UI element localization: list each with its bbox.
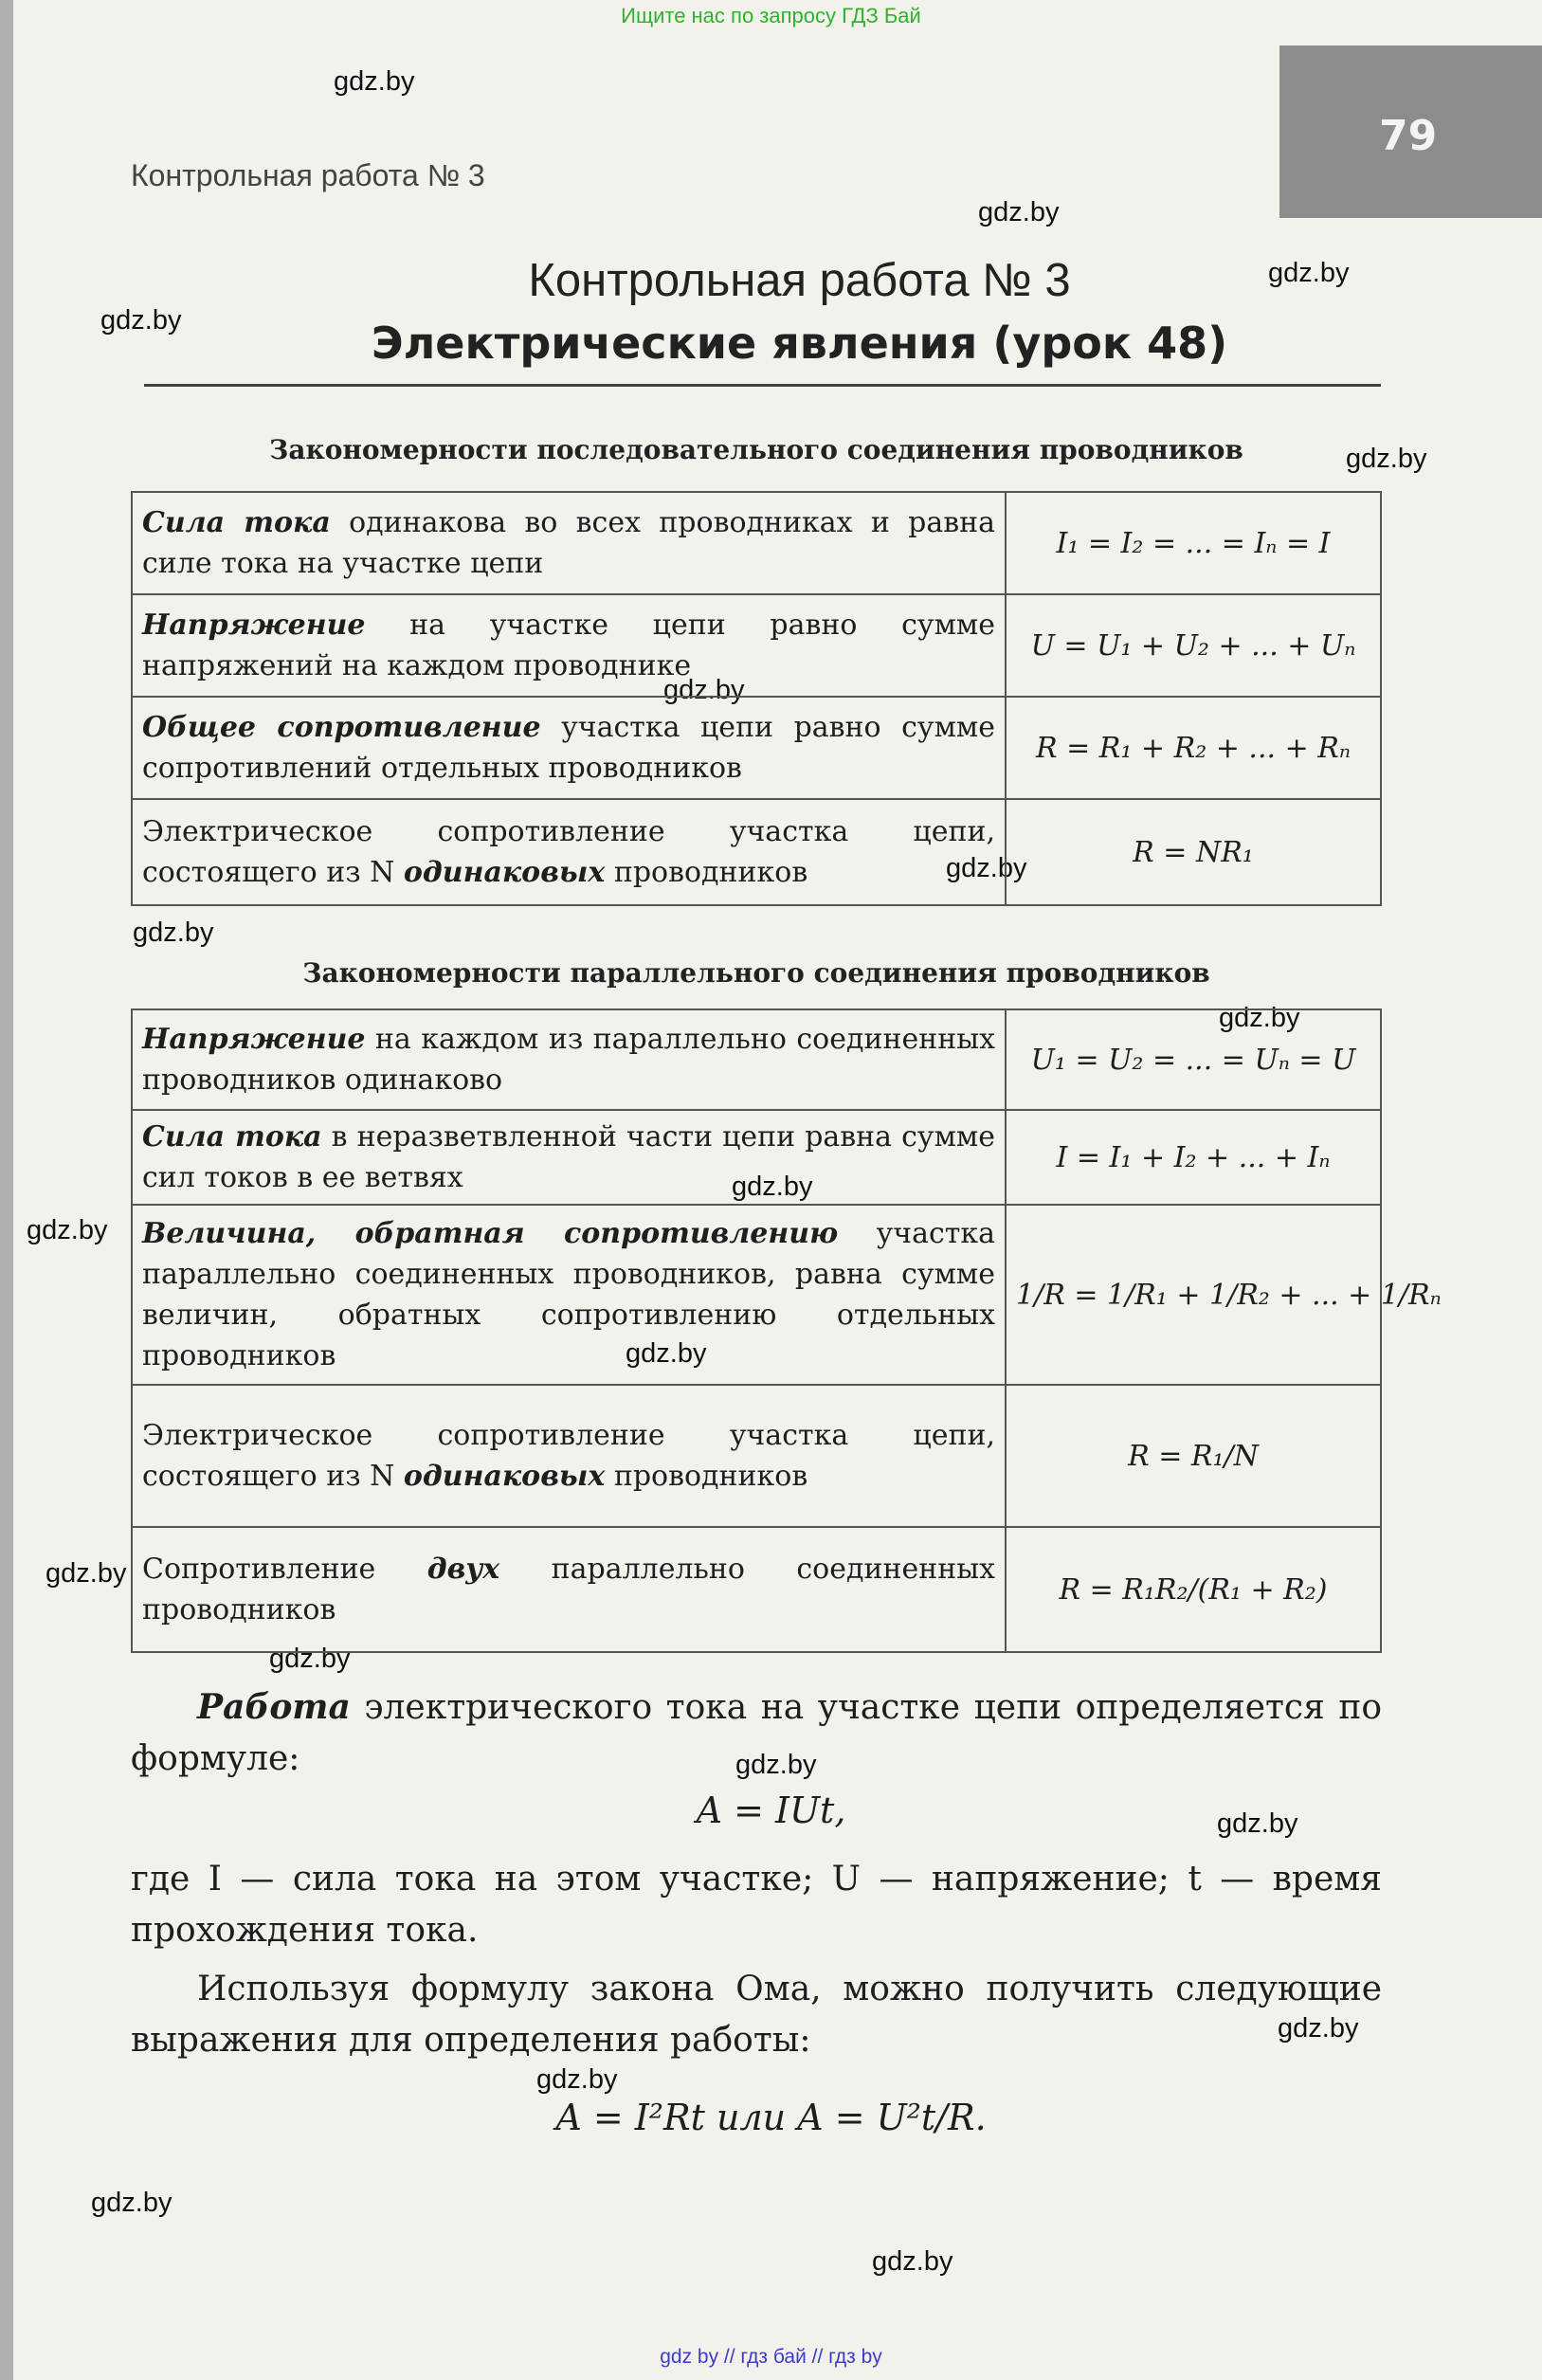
running-head: Контрольная работа № 3 — [131, 158, 485, 192]
table-row — [132, 1009, 1381, 1110]
bottom-banner[interactable]: gdz by // гдз бай // гдз by — [660, 2346, 882, 2368]
rule-text: Общее сопротивление участка цепи равно сумме сопротивлений отдельных проводников — [132, 697, 1006, 799]
rule-formula: R = NR₁ — [1006, 799, 1381, 905]
table-row — [132, 799, 1381, 905]
series-section-title: Закономерности последовательного соединения проводников — [269, 434, 1243, 465]
parallel-rules-table — [131, 1008, 1442, 1653]
rule-formula: I₁ = I₂ = ... = Iₙ = I — [1006, 492, 1381, 594]
watermark: gdz.by — [100, 305, 182, 336]
table-row — [132, 594, 1381, 697]
watermark: gdz.by — [872, 2246, 953, 2277]
work-formulas-ohm: A = I²Rt или A = U²t/R. — [555, 2097, 987, 2138]
work-where-paragraph: где I — сила тока на этом участке; U — напряжение; t — время прохождения тока. — [131, 1860, 1382, 1950]
page-number: 79 — [1379, 112, 1438, 160]
rule-text: Электрическое сопротивление участка цепи, состоящего из N одинаковых проводников — [132, 1385, 1006, 1527]
rule-formula: R = R₁/N — [1006, 1385, 1381, 1527]
watermark: gdz.by — [1217, 1808, 1298, 1839]
rule-formula: U₁ = U₂ = ... = Uₙ = U — [1006, 1009, 1381, 1110]
watermark: gdz.by — [735, 1750, 817, 1780]
table-row — [132, 492, 1381, 594]
rule-text: Сила тока в неразветвленной части цепи равна сумме сил токов в ее ветвях — [132, 1110, 1006, 1205]
work-formula: A = IUt, — [696, 1790, 846, 1831]
watermark: gdz.by — [334, 66, 415, 97]
watermark: gdz.by — [978, 197, 1060, 227]
rule-formula: R = R₁ + R₂ + ... + Rₙ — [1006, 697, 1381, 799]
watermark: gdz.by — [663, 675, 745, 705]
watermark: gdz.by — [45, 1558, 127, 1589]
table-row — [132, 1385, 1381, 1527]
watermark: gdz.by — [133, 917, 214, 948]
table-row — [132, 1527, 1381, 1652]
rule-text: Напряжение на каждом из параллельно соединенных проводников одинаково — [132, 1009, 1006, 1110]
watermark: gdz.by — [626, 1338, 707, 1369]
rule-formula: U = U₁ + U₂ + ... + Uₙ — [1006, 594, 1381, 697]
page-subtitle: Электрические явления (урок 48) — [371, 318, 1228, 369]
rule-text: Сила тока одинакова во всех проводниках и равна силе тока на участке цепи — [132, 492, 1006, 594]
rule-formula: 1/R = 1/R₁ + 1/R₂ + ... + 1/Rₙ — [1006, 1205, 1381, 1385]
ohm-paragraph: Используя формулу закона Ома, можно получить следующие выражения для определения работы: — [131, 1970, 1382, 2060]
title-divider — [144, 384, 1381, 387]
watermark: gdz.by — [27, 1215, 108, 1245]
rule-formula: I = I₁ + I₂ + ... + Iₙ — [1006, 1110, 1381, 1205]
rule-text: Величина, обратная сопротивлению участка параллельно соединенных проводников, равна сумме величин, обратных сопротивлению отдельных проводников — [132, 1205, 1006, 1385]
table-row — [132, 1205, 1381, 1385]
top-banner[interactable]: Ищите нас по запросу ГДЗ Бай — [621, 4, 921, 27]
rule-text: Напряжение на участке цепи равно сумме напряжений на каждом проводнике — [132, 594, 1006, 697]
watermark: gdz.by — [1278, 2013, 1359, 2044]
rule-text: Сопротивление двух параллельно соединенных проводников — [132, 1527, 1006, 1652]
watermark: gdz.by — [946, 853, 1027, 883]
watermark: gdz.by — [1346, 444, 1427, 474]
table-row — [132, 1110, 1381, 1205]
rule-formula: R = R₁R₂/(R₁ + R₂) — [1006, 1527, 1381, 1652]
page-title: Контрольная работа № 3 — [528, 255, 1071, 306]
watermark: gdz.by — [536, 2064, 618, 2095]
watermark: gdz.by — [1268, 258, 1350, 288]
work-paragraph: Работа электрического тока на участке цепи определяется по формуле: — [131, 1687, 1382, 1778]
series-rules-table — [131, 491, 1382, 906]
watermark: gdz.by — [1219, 1003, 1300, 1033]
watermark: gdz.by — [269, 1644, 351, 1674]
table-row — [132, 697, 1381, 799]
watermark: gdz.by — [732, 1172, 813, 1202]
rule-text: Электрическое сопротивление участка цепи, состоящего из N одинаковых проводников — [132, 799, 1006, 905]
watermark: gdz.by — [91, 2188, 172, 2218]
parallel-section-title: Закономерности параллельного соединения проводников — [302, 957, 1210, 989]
